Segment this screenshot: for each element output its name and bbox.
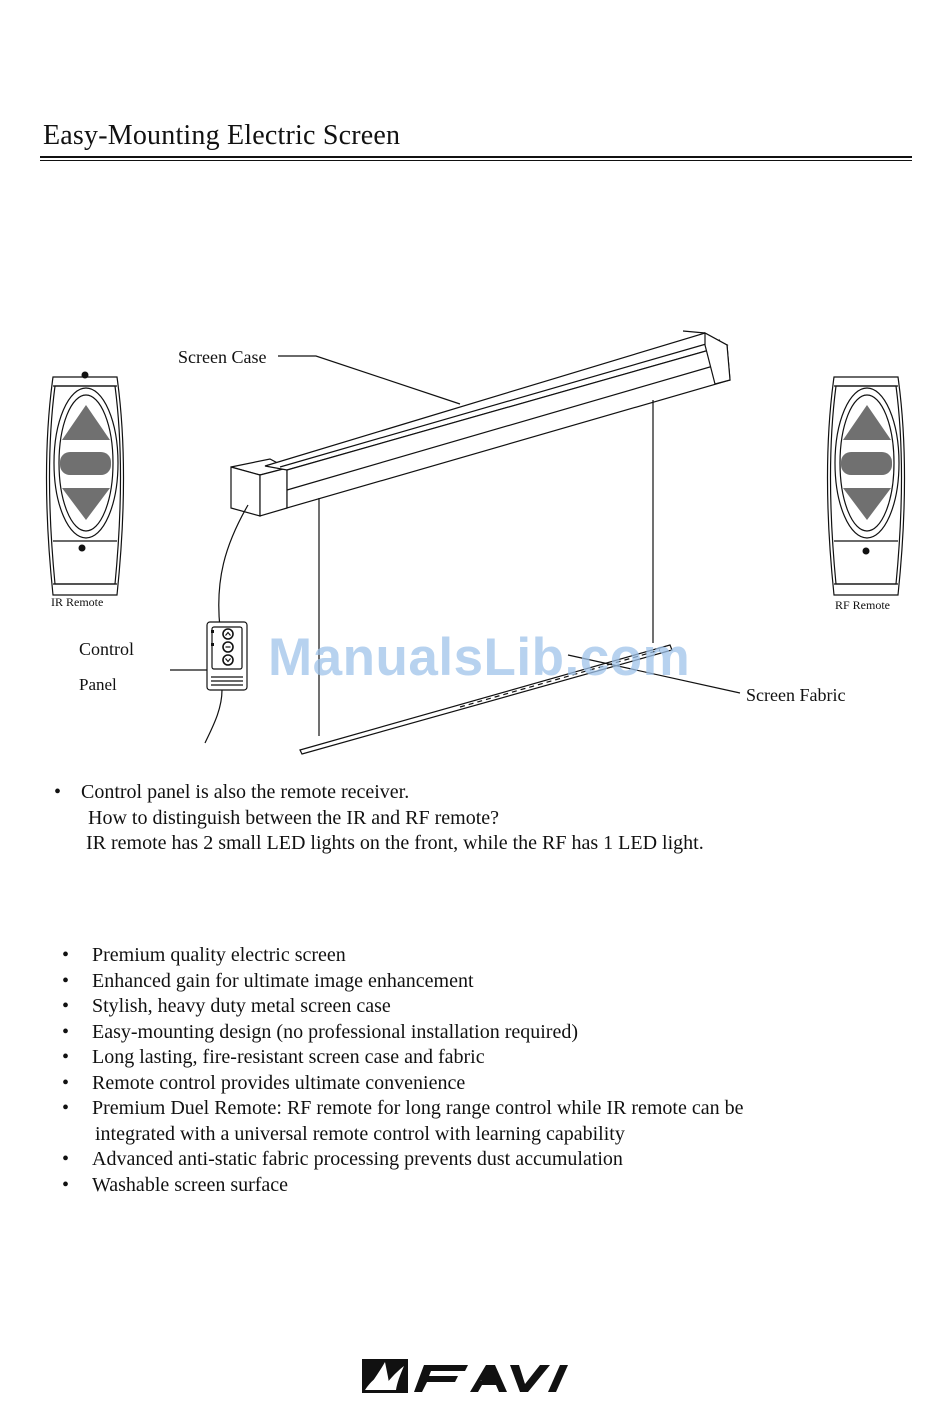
feature-list: [62, 943, 744, 1198]
control-panel-illustration: [207, 622, 247, 690]
ir-remote-illustration: [47, 372, 124, 596]
list-item: [62, 943, 744, 969]
list-item: [62, 1020, 744, 1046]
bullet: •: [62, 1020, 70, 1043]
screen-case-illustration: [231, 331, 730, 516]
watermark: ManualsLib.com: [268, 628, 691, 687]
list-item: [62, 994, 744, 1020]
page-title: Easy-Mounting Electric Screen: [43, 120, 401, 151]
bullet: •: [62, 969, 70, 992]
note-bullet: •: [54, 781, 62, 803]
bullet: •: [62, 995, 70, 1017]
bullet: •: [62, 1046, 70, 1068]
feature-text: Premium quality electric screen: [92, 944, 346, 966]
title-rule-thin: [40, 160, 912, 161]
feature-text: Washable screen surface: [92, 1173, 289, 1196]
control-panel-label-line2: Panel: [79, 675, 117, 694]
feature-text: Long lasting, fire-resistant screen case and fabric: [92, 1046, 485, 1068]
feature-text: Easy-mounting design (no professional installation required): [92, 1020, 579, 1043]
note-line-3: IR remote has 2 small LED lights on the front, while the RF has 1 LED light.: [86, 832, 704, 854]
favi-logo: [360, 1357, 590, 1397]
rf-remote-illustration: [828, 377, 905, 595]
bullet: •: [62, 944, 70, 966]
screen-fabric-label: Screen Fabric: [746, 685, 846, 705]
feature-text: Remote control provides ultimate convenience: [92, 1071, 466, 1094]
note-line-2: How to distinguish between the IR and RF remote?: [88, 806, 500, 829]
feature-text: Enhanced gain for ultimate image enhancement: [92, 969, 474, 992]
list-item: [62, 1071, 744, 1097]
rf-remote-label: RF Remote: [835, 598, 891, 612]
note-line-1: Control panel is also the remote receiver.: [81, 781, 410, 803]
list-item: [62, 1173, 744, 1199]
bullet: •: [62, 1071, 70, 1094]
list-item: [62, 1045, 744, 1071]
remote-note: [54, 780, 704, 857]
logo-text: FAVI: [480, 1381, 483, 1382]
feature-text: Stylish, heavy duty metal screen case: [92, 995, 391, 1017]
feature-text: Advanced anti-static fabric processing prevents dust accumulation: [92, 1148, 623, 1170]
feature-text: Premium Duel Remote: RF remote for long range control while IR remote can be: [92, 1097, 744, 1119]
ir-remote-label: IR Remote: [51, 595, 104, 609]
screen-case-label: Screen Case: [178, 347, 267, 367]
bullet: •: [62, 1097, 70, 1119]
bullet: •: [62, 1173, 70, 1196]
list-item: [62, 1096, 744, 1122]
feature-continuation: integrated with a universal remote control with learning capability: [95, 1122, 625, 1145]
screen-diagram: [0, 300, 950, 770]
list-item: [62, 1147, 744, 1173]
title-rule-thick: [40, 156, 912, 158]
bullet: •: [62, 1148, 70, 1170]
list-item: [62, 969, 744, 995]
control-panel-label-line1: Control: [79, 639, 135, 659]
